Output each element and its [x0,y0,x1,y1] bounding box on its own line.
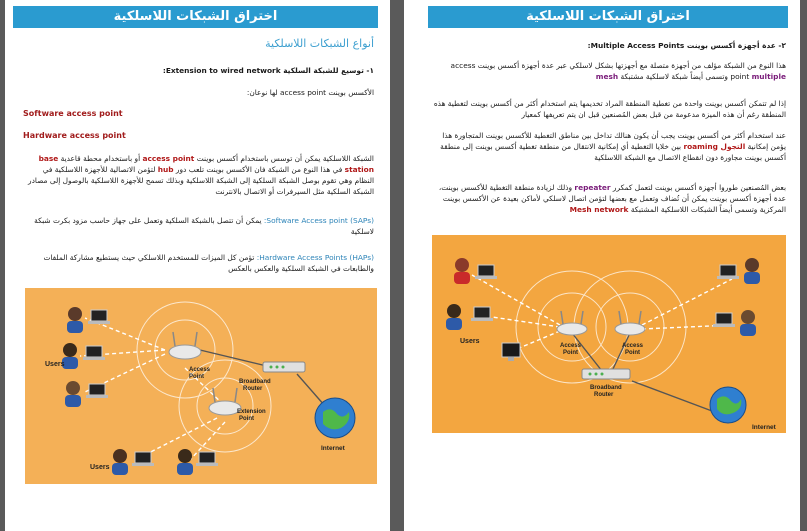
right-paragraph-2: إذا لم تتمكن أكسس بوينت واحدة من تغطية المنطقة المراد تخديمها يتم استخدام أكثر من أكسس بوينت لتغطية هذه المنطقة رغم أن هذه الميزة مدعومة من قبل بعض المُصنعين قبل ان يتم تعريفها كمعيار [433,99,786,119]
router-icon [582,369,630,379]
haps-paragraph: Hardware Access Points (HAPs): تؤمن كل الميزات للمستخدم اللاسلكي حيث يستطيع مشاركة الملفات والطابعات في الشبكة السلكية والعكس بالعكس [43,253,374,273]
laptop-icon [475,265,497,279]
router-label-1: Broadband [590,385,622,391]
router-label-2: Router [594,392,614,398]
hardware-ap-label: Hardware access point [23,131,126,140]
ap-right-label-1: Access [622,343,644,349]
right-paragraph-4: بعض المُصنعين طوروا أجهزة أكسس بوينت لتعمل كمكرر repeater وذلك لزيادة منطقة التغطية للأكسس بوينت، عدة أجهزة أكسس بوينت يمكن أن تُضاف وتعمل مع بعضها لتؤمن اتصال لاسلكي لأماكن بعيدة عن الأكسس بوينت المركزية وتسمى أيضاً الشبكات اللاسلكية المشتبكة Mesh network [438,183,786,214]
extension-diagram-svg [25,288,377,484]
right-section-heading: ٢- عدة أجهزة أكسس بوينت Multiple Access Points: [587,41,786,50]
users-label-bottom: Users [90,464,110,471]
right-paragraph-1: هذا النوع من الشبكة مؤلف من أجهزة متصلة مع أجهزتها بشكل لاسلكي عبر عدة أجهزة أكسس بوينت access point multiple وتسمى أيضاً شبكة لاسلكية مشتبكة mesh [450,61,786,81]
mesh-diagram-svg [432,235,786,433]
laptop-icon [717,265,739,279]
left-page [5,0,390,531]
left-paragraph-1: الشبكة اللاسلكية يمكن أن توسس باستخدام أكسس بوينت access point أو باستخدام محطة قاعدية base station في هذا النوع من الشبكة فان الأكسس بوينت تلعب دور hub لتؤمن الاتصالية للأجهزة اللاسلكية في النظام وهي تقوم بوصل الشبكة السلكية إلى الشبكة اللاسلكية وبذلك تسمح للأجهزة اللاسلكية بالوصول إلى مصادر الشبكة السلكية مثل السيرفرات أو الاتصال بالانترنت [28,154,374,196]
ap-left-label-1: Access [560,343,582,349]
users-label: Users [460,338,480,345]
router-icon [263,362,305,372]
laptop-icon [713,313,735,327]
access-point-label-2: Point [189,374,204,380]
internet-label: Internet [752,424,776,431]
left-page-title: اختراق الشبكات اللاسلكية [13,6,378,28]
access-point-label-1: Access [189,367,211,373]
mesh-network-diagram [432,235,786,433]
laptop-icon [83,346,105,360]
left-line-types: الأكسس بوينت access point لها نوعان: [246,88,374,97]
internet-globe-icon [710,387,746,423]
laptop-icon [132,452,154,466]
saps-paragraph: Software Access point (SAPs): يمكن أن تتصل بالشبكة السلكية وتعمل على جهاز حاسب مزود بكرت شبكة لاسلكية [34,216,374,236]
router-label-2: Router [243,386,263,392]
right-page [404,0,800,531]
internet-globe-icon [315,398,355,438]
laptop-icon [471,307,493,321]
ap-left-label-2: Point [563,350,578,356]
laptop-icon [86,384,108,398]
ap-right-label-2: Point [625,350,640,356]
page-gutter [390,0,404,531]
right-page-title: اختراق الشبكات اللاسلكية [428,6,788,28]
users-label-top: Users [45,361,65,368]
software-ap-label: Software access point [23,109,123,118]
laptop-icon [196,452,218,466]
right-paragraph-3: عند استخدام أكثر من أكسس بوينت يجب أن يكون هنالك تداخل بين مناطق التغطية للأكسس بوينت المتجاورة هذا يؤمن إمكانية التجول roaming بين خلايا التغطية أي إمكانية الانتقال من منطقة تغطية أكسس بوينت إلى منطقة أكسس بوينت مجاورة دون انقطاع الاتصال مع الشبكة اللاسلكية [440,131,786,162]
left-line-extension: ١- توسيع للشبكة السلكية Extension to wired network: [162,66,374,75]
extension-network-diagram [25,288,377,484]
extension-point-label-2: Point [239,416,254,422]
left-section-heading: أنواع الشبكات اللاسلكية [265,37,374,50]
laptop-icon [88,310,110,324]
router-label-1: Broadband [239,379,271,385]
extension-point-label-1: Extension [237,409,266,415]
internet-label: Internet [321,445,345,452]
